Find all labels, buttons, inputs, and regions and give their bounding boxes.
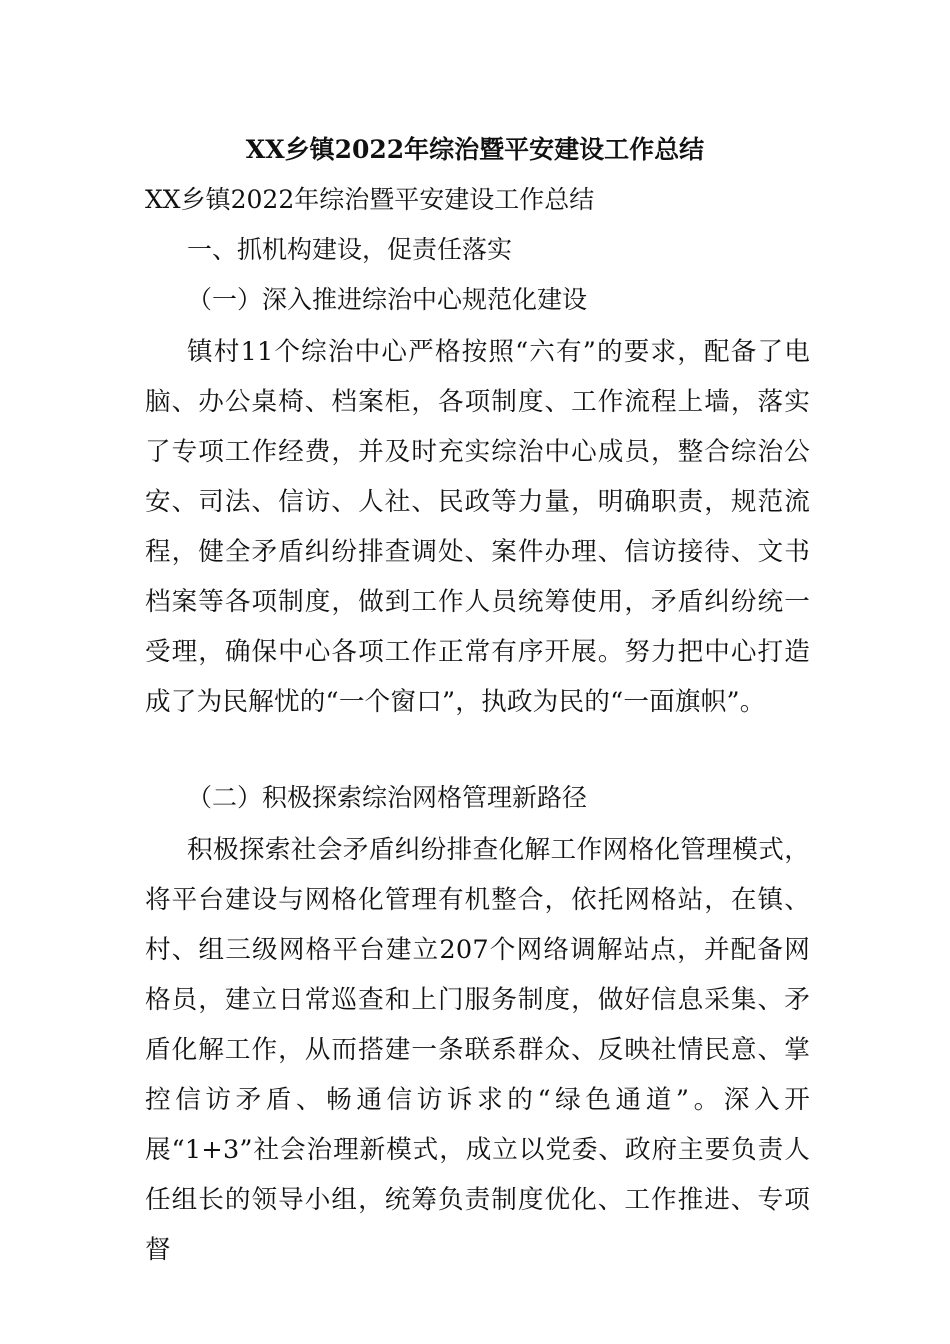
document-subtitle: XX乡镇2022年综治暨平安建设工作总结 — [145, 185, 595, 214]
subsection-heading-1: （一）深入推进综治中心规范化建设 — [187, 285, 588, 314]
subsection-heading-2: （二）积极探索综治网格管理新路径 — [187, 783, 588, 812]
body-paragraph-1: 镇村11个综治中心严格按照“六有”的要求，配备了电脑、办公桌椅、档案柜，各项制度、工作流程上墙，落实了专项工作经费，并及时充实综治中心成员，整合综治公安、司法、信访、人社、民政等力量，明确职责，规范流程，健全矛盾纠纷排查调处、案件办理、信访接待、文书档案等各项制度，做到工作人员统筹使用，矛盾纠纷统一受理，确保中心各项工作正常有序开展。努力把中心打造成了为民解忧的“一个窗口”，执政为民的“一面旗帜”。 — [145, 337, 810, 717]
body-paragraph-2: 积极探索社会矛盾纠纷排查化解工作网格化管理模式，将平台建设与网格化管理有机整合，依托网格站，在镇、村、组三级网格平台建立207个网络调解站点，并配备网格员，建立日常巡查和上门服务制度，做好信息采集、矛盾化解工作，从而搭建一条联系群众、反映社情民意、掌控信访矛盾、畅通信访诉求的“绿色通道”。深入开展“1+3”社会治理新模式，成立以党委、政府主要负责人任组长的领导小组，统筹负责制度优化、工作推进、专项督 — [145, 835, 810, 1265]
section-heading-1: 一、抓机构建设，促责任落实 — [187, 235, 513, 264]
document-title: XX乡镇2022年综治暨平安建设工作总结 — [245, 135, 705, 164]
